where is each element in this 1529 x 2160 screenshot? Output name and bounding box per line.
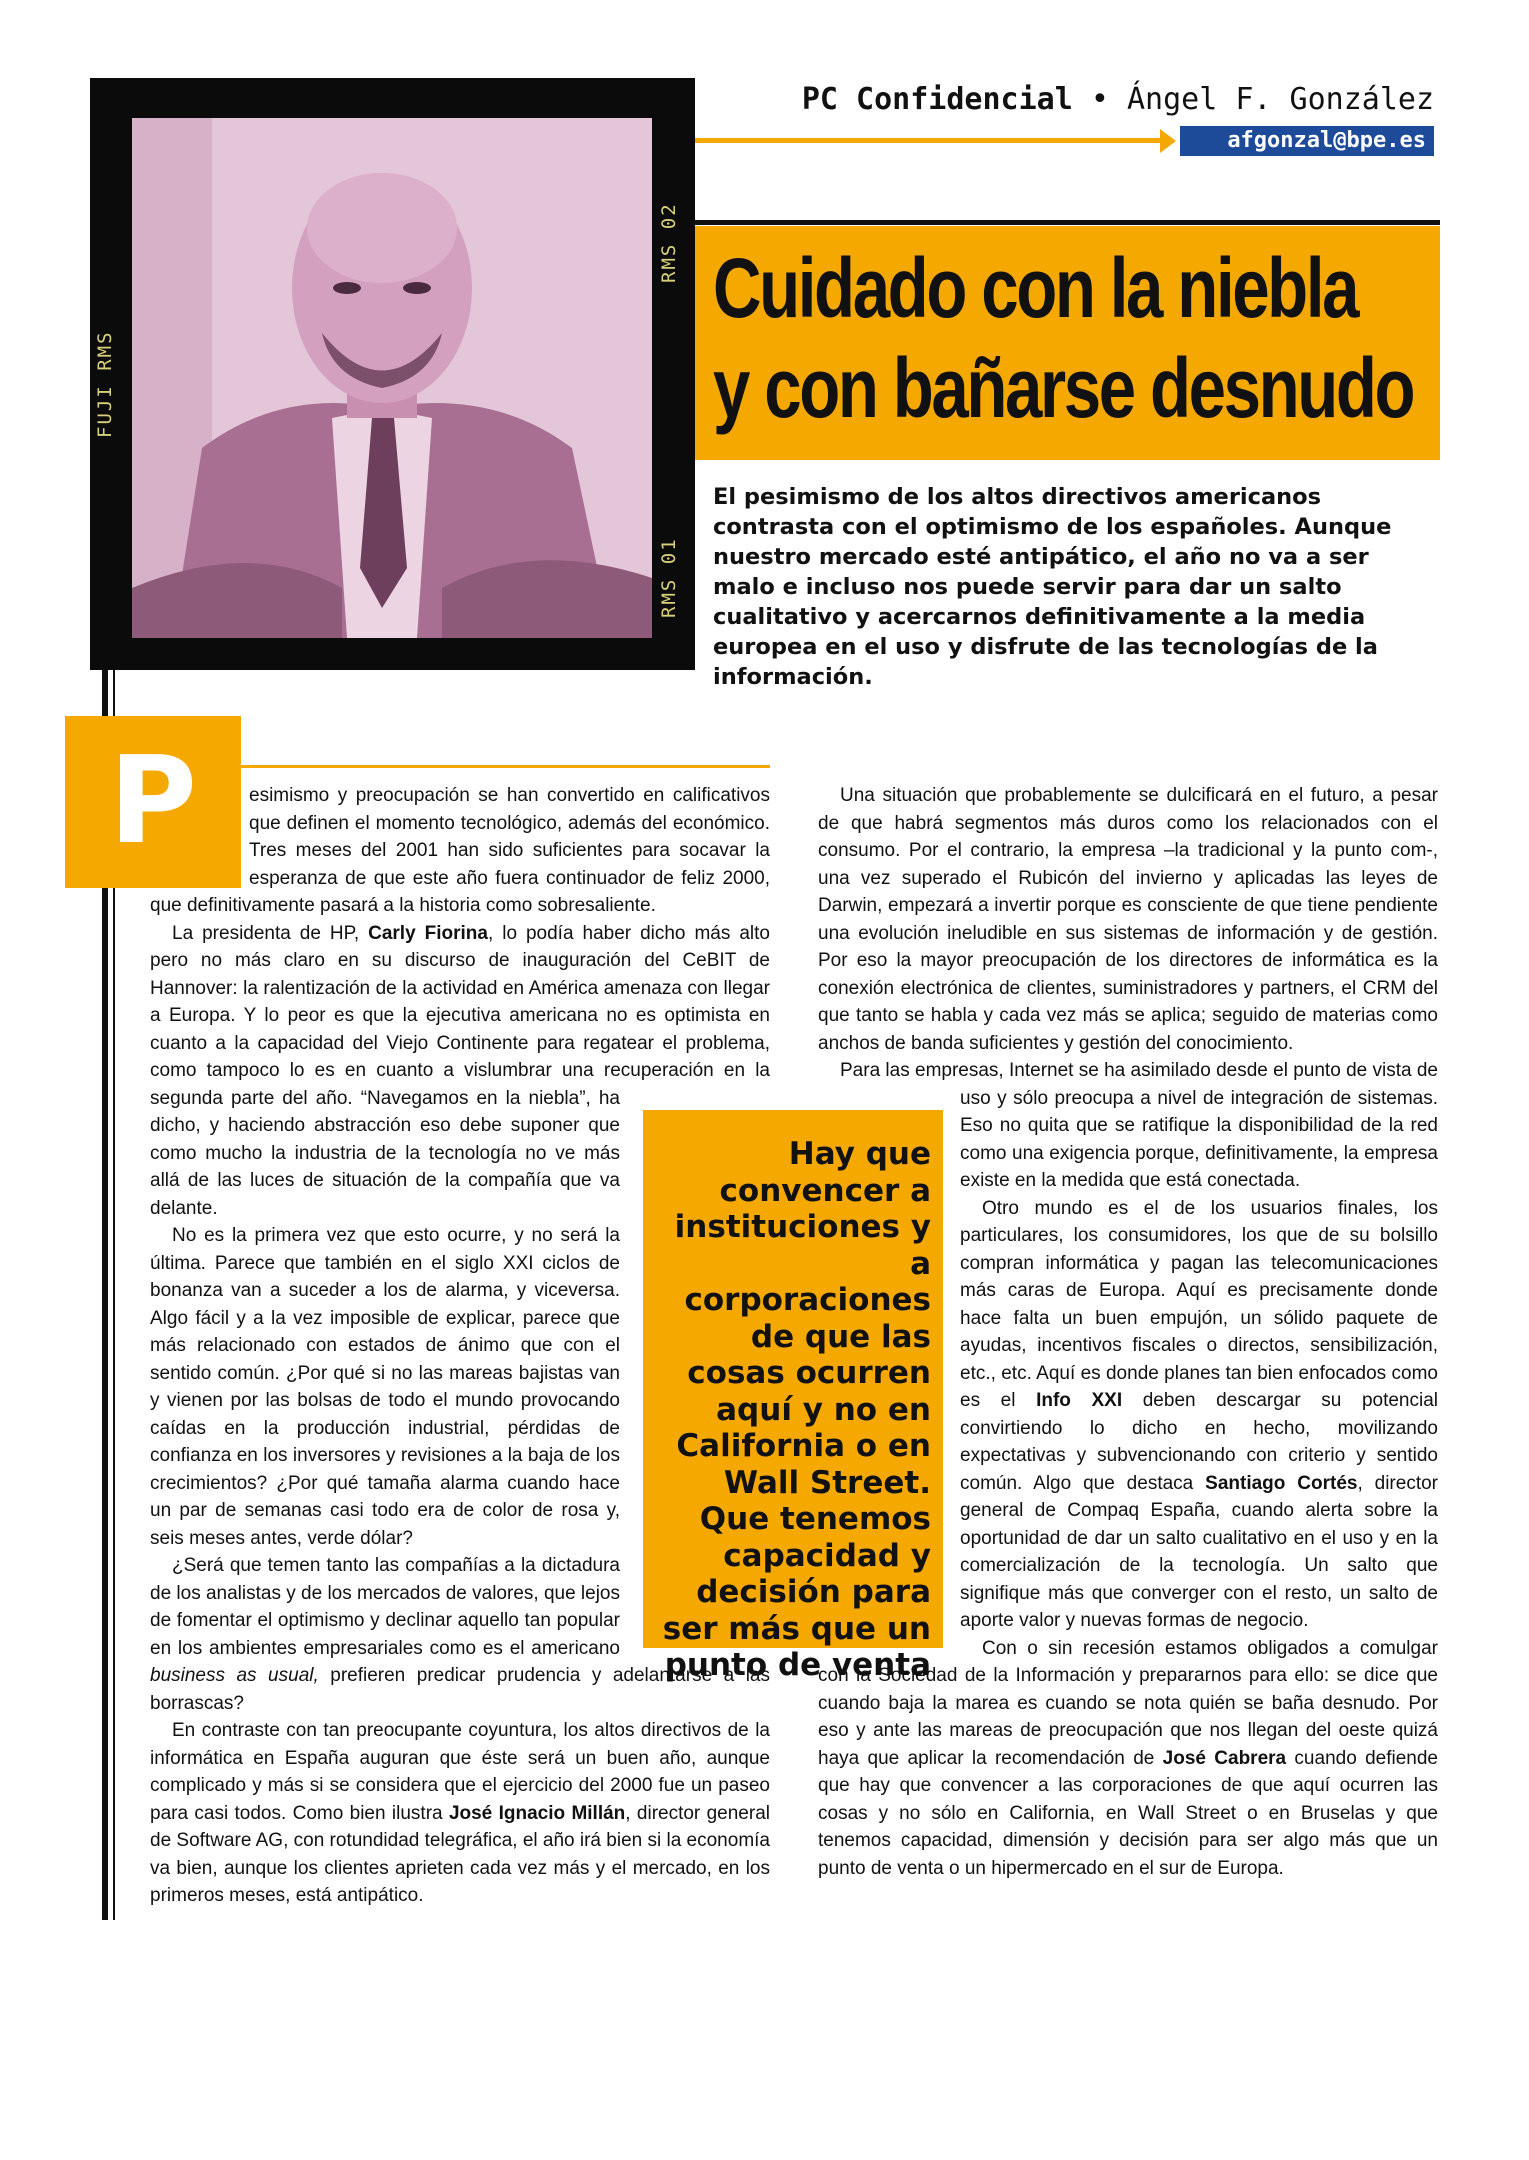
pull-quote: Hay que convencer a instituciones y a corporaciones de que las cosas ocurren aquí y no en California o en Wall Street. Que tenemos capacidad y decisión para ser más que un punto de venta bbox=[662, 1136, 931, 1683]
paragraph: No es la primera vez que esto ocurre, y no será la última. Parece que también en el siglo XXI ciclos de bonanza van a suceder a los de alarma, y viceversa. Algo fácil y a la vez imposible de explicar, parece que más relacionado con estados de ánimo que con el sentido común. ¿Por qué si no las mareas bajistas van y vienen por las bolsas de todo el mundo provocando caídas en la producción industrial, pérdidas de confianza en los inversores y revisiones a la baja de los crecimientos? ¿Por qué tamaña alarma cuando hace un par de semanas casi todo era de color de rosa y, seis meses antes, verde dólar? bbox=[150, 1225, 620, 1549]
title-top-rule bbox=[695, 220, 1440, 225]
column-name: PC Confidencial bbox=[801, 82, 1073, 117]
column-top-rule bbox=[241, 765, 770, 768]
header-arrow-line bbox=[695, 138, 1165, 143]
pull-quote-box bbox=[643, 1110, 943, 1683]
article-lead: El pesimismo de los altos directivos americanos contrasta con el optimismo de los españoles. Aunque nuestro mercado esté antipático, el año no va a ser malo e incluso nos puede servir para dar un salto cualitativo y acercarnos definitivamente a la media europea en el uso y disfrute de las tecnologías de la información. bbox=[713, 484, 1392, 690]
film-label-left: FUJI RMS bbox=[94, 330, 116, 438]
person-name: José Cabrera bbox=[1162, 1747, 1287, 1769]
person-name: José Ignacio Millán bbox=[448, 1802, 626, 1824]
program-name: Info XXI bbox=[1036, 1390, 1123, 1411]
column-header bbox=[704, 82, 1434, 117]
film-label-bottom-right: RMS 01 bbox=[658, 537, 680, 618]
header-separator: • bbox=[1090, 82, 1109, 117]
paragraph: La presidenta de HP, Carly Fiorina, lo podía haber dicho más alto pero no más claro en su discurso de inauguración del CeBIT de Hannover: la ralentización de la actividad en América amenaza con llegar a Europa. Y lo peor es que la ejecutiva americana no es optimista en cuanto a la capacidad del Viejo Continente para regatear el problema, como tampoco lo es en cuanto a vislumbrar una recuperación en la segunda parte del año. “Navegamos en la niebla”, ha dicho, y haciendo abstracción eso debe suponer que como mucho la industria de la tecnología no ve más allá de las luces de situación de la compañía que va delante. bbox=[150, 922, 770, 1219]
arrow-right-icon bbox=[1160, 129, 1176, 153]
person-name: Carly Fiorina bbox=[368, 922, 488, 944]
film-label-top-right: RMS 02 bbox=[658, 202, 680, 283]
paragraph: Para las empresas, Internet se ha asimilado desde el punto de vista de uso y sólo preocupa a nivel de integración de sistemas. Eso no quita que se ratifique la disponibilidad de la red como una exigencia porque, definitivamente, la empresa existe en la medida que está conectada. bbox=[840, 1060, 1438, 1191]
paragraph: En contraste con tan preocupante coyuntura, los altos directivos de la informática en España auguran que éste será un buen año, aunque complicado y más si se considera que el ejercicio del 2000 fue un paseo para casi todos. Como bien ilustra José Ignacio Millán, director general de Software AG, con rotundidad telegráfica, el año irá bien si la economía va bien, aunque los clientes aprieten cada vez más y el mercado, en los primeros meses, está antipático. bbox=[150, 1720, 770, 1906]
paragraph: Con o sin recesión estamos obligados a comulgar con la Sociedad de la Información y prepararnos para ello: se dice que cuando baja la marea es cuando se nota quién se baña desnudo. Por eso y ante las mareas de preocupación que nos llegan del oeste quizá haya que aplicar la recomendación de José Cabrera cuando defiende que hay que convencer a las corporaciones de que aquí ocurren las cosas y no sólo en California, en Wall Street o en Bruselas y que tenemos capacidad, dimensión y decisión para ser algo más que un punto de venta o un hipermercado en el sur de Europa. bbox=[818, 1637, 1438, 1879]
emphasis: business as usual, bbox=[150, 1665, 319, 1686]
portrait-image bbox=[132, 118, 652, 638]
author-email[interactable]: afgonzal@bpe.es bbox=[1180, 126, 1434, 156]
article-title-line-1: Cuidado con la niebla bbox=[713, 241, 1358, 335]
author-name: Ángel F. González bbox=[1126, 82, 1434, 117]
article-title bbox=[713, 238, 1414, 438]
portrait-illustration bbox=[132, 118, 652, 638]
article-title-line-2: y con bañarse desnudo bbox=[713, 341, 1414, 435]
drop-cap: P bbox=[109, 732, 197, 871]
drop-cap-spacer bbox=[150, 772, 249, 882]
paragraph: Otro mundo es el de los usuarios finales, los particulares, los consumidores, los que de su bolsillo compran informática y pagan las telecomunicaciones más caras de Europa. Aquí es precisamente donde hace falta un buen empujón, un sólido paquete de ayudas, incentivos fiscales o directos, sensibilización, etc., etc. Aquí es donde planes tan bien enfocados como es el Info XXI deben descargar su potencial convirtiendo lo dicho en hecho, movilizando expectativas y subvencionando con criterio y sentido común. Algo que destaca Santiago Cortés, director general de Compaq España, cuando alerta sobre la oportunidad de dar un salto cualitativo en el uso y en la comercialización de la tecnología. Un salto que signifique más que converger con el resto, un salto de aporte valor y nuevas formas de negocio. bbox=[960, 1197, 1439, 1631]
title-box bbox=[695, 226, 1440, 460]
author-photo bbox=[90, 78, 695, 670]
paragraph: ¿Será que temen tanto las compañías a la dictadura de los analistas y de los mercados de valores, que lejos de fomentar el optimismo y declinar aquello tan popular en los ambientes empresariales como es el americano business as usual, prefieren predicar prudencia y adelantarse a las borrascas? bbox=[150, 1555, 770, 1714]
paragraph: Una situación que probablemente se dulcificará en el futuro, a pesar de que habrá segmentos más duros como los relacionados con el consumo. Por el contrario, la empresa –la tradicional y la punto com-, una vez superado el Rubicón del invierno y aplicadas las leyes de Darwin, empezará a invertir porque es consciente de que tiene pendiente una evolución ineludible en sus sistemas de información y de gestión. Por eso la mayor preocupación de los directores de informática es la conexión electrónica de clientes, suministradores y partners, el CRM del que tanto se habla y cada vez más se aplica; seguido de materias como anchos de banda suficientes y gestión del conocimiento. bbox=[818, 785, 1438, 1054]
paragraph: esimismo y preocupación se han convertido en calificativos que definen el momento tecnológico, además del económico. Tres meses del 2001 han sido suficientes para socavar la esperanza de que este año fuera continuador de feliz 2000, que definitivamente pasará a la historia como sobresaliente. bbox=[150, 785, 770, 916]
person-name: Santiago Cortés bbox=[1205, 1472, 1358, 1494]
